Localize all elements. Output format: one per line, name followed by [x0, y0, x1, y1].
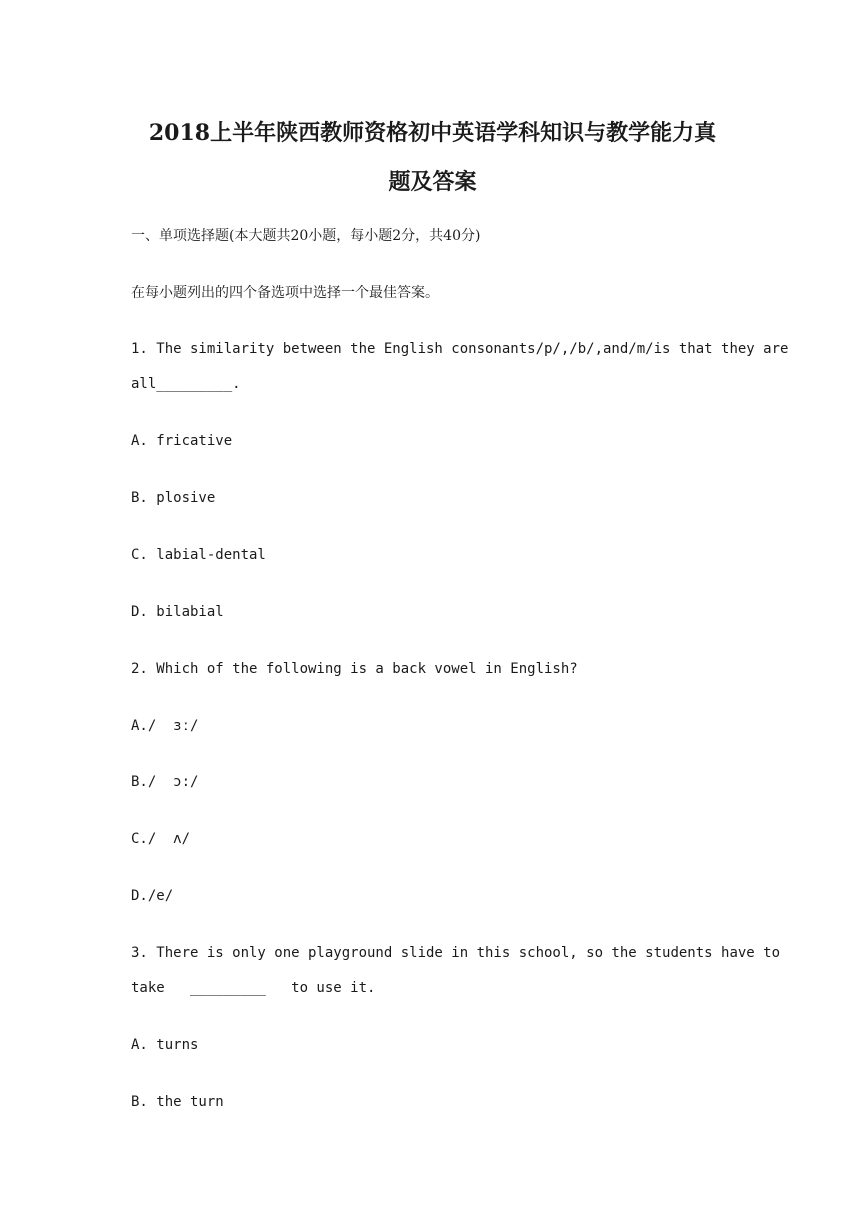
question-2-option-d: D./e/ — [131, 888, 174, 904]
question-3-stem-line-1: 3. There is only one playground slide in this school, so the students have to — [131, 945, 781, 961]
question-1-option-a: A. fricative — [131, 433, 233, 449]
question-3-option-b: B. the turn — [131, 1094, 224, 1110]
section-heading: 一、单项选择题(本大题共20小题，每小题2分，共40分) — [131, 228, 481, 244]
instruction-text: 在每小题列出的四个备选项中选择一个最佳答案。 — [131, 285, 439, 301]
question-3-option-a: A. turns — [131, 1037, 199, 1053]
document-title-line-2: 题及答案 — [388, 169, 477, 195]
question-1-stem-line-2: all_________. — [131, 376, 241, 392]
question-2-option-c: C./ ʌ/ — [131, 831, 191, 847]
question-2-option-b: B./ ɔ:/ — [131, 774, 199, 790]
question-1-stem-line-1: 1. The similarity between the English consonants/p/,/b/,and/m/is that they are — [131, 341, 789, 357]
question-2-option-a: A./ ɜː/ — [131, 718, 199, 734]
question-1-option-c: C. labial-dental — [131, 547, 266, 563]
question-1-option-d: D. bilabial — [131, 604, 224, 620]
question-2-stem: 2. Which of the following is a back vowel in English? — [131, 661, 578, 677]
question-1-option-b: B. plosive — [131, 490, 216, 506]
document-title-line-1: 2018上半年陕西教师资格初中英语学科知识与教学能力真 — [148, 120, 717, 146]
question-3-stem-line-2: take _________ to use it. — [131, 980, 376, 996]
